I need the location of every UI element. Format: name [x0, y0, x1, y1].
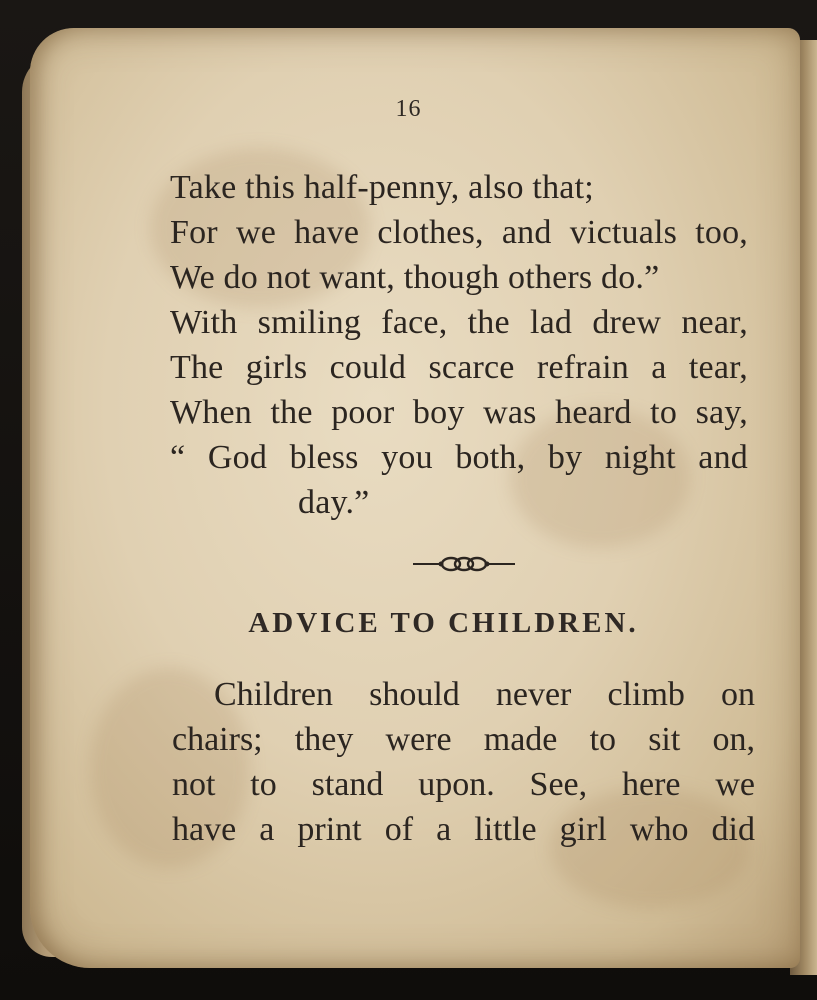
poem-line: We do not want, though others do.” [170, 259, 660, 296]
poem-line: “ God bless you both, by night and [170, 439, 748, 476]
prose-line: not to stand upon. See, here we [172, 766, 755, 803]
poem [170, 165, 760, 525]
poem-line: For we have clothes, and victuals too, [170, 214, 748, 251]
page-number: 16 [395, 96, 422, 122]
prose-paragraph [172, 672, 755, 852]
poem-line: When the poor boy was heard to say, [170, 394, 748, 431]
poem-line: day.” [298, 484, 370, 521]
prose-line: have a print of a little girl who did [172, 811, 755, 848]
poem-line: Take this half-penny, also that; [170, 169, 594, 206]
prose-line: chairs; they were made to sit on, [172, 721, 755, 758]
decorative-divider-icon [413, 553, 515, 575]
poem-line: The girls could scarce refrain a tear, [170, 349, 748, 386]
section-heading: ADVICE TO CHILDREN. [248, 607, 639, 639]
prose-line: Children should never climb on [214, 676, 755, 713]
poem-line: With smiling face, the lad drew near, [170, 304, 748, 341]
